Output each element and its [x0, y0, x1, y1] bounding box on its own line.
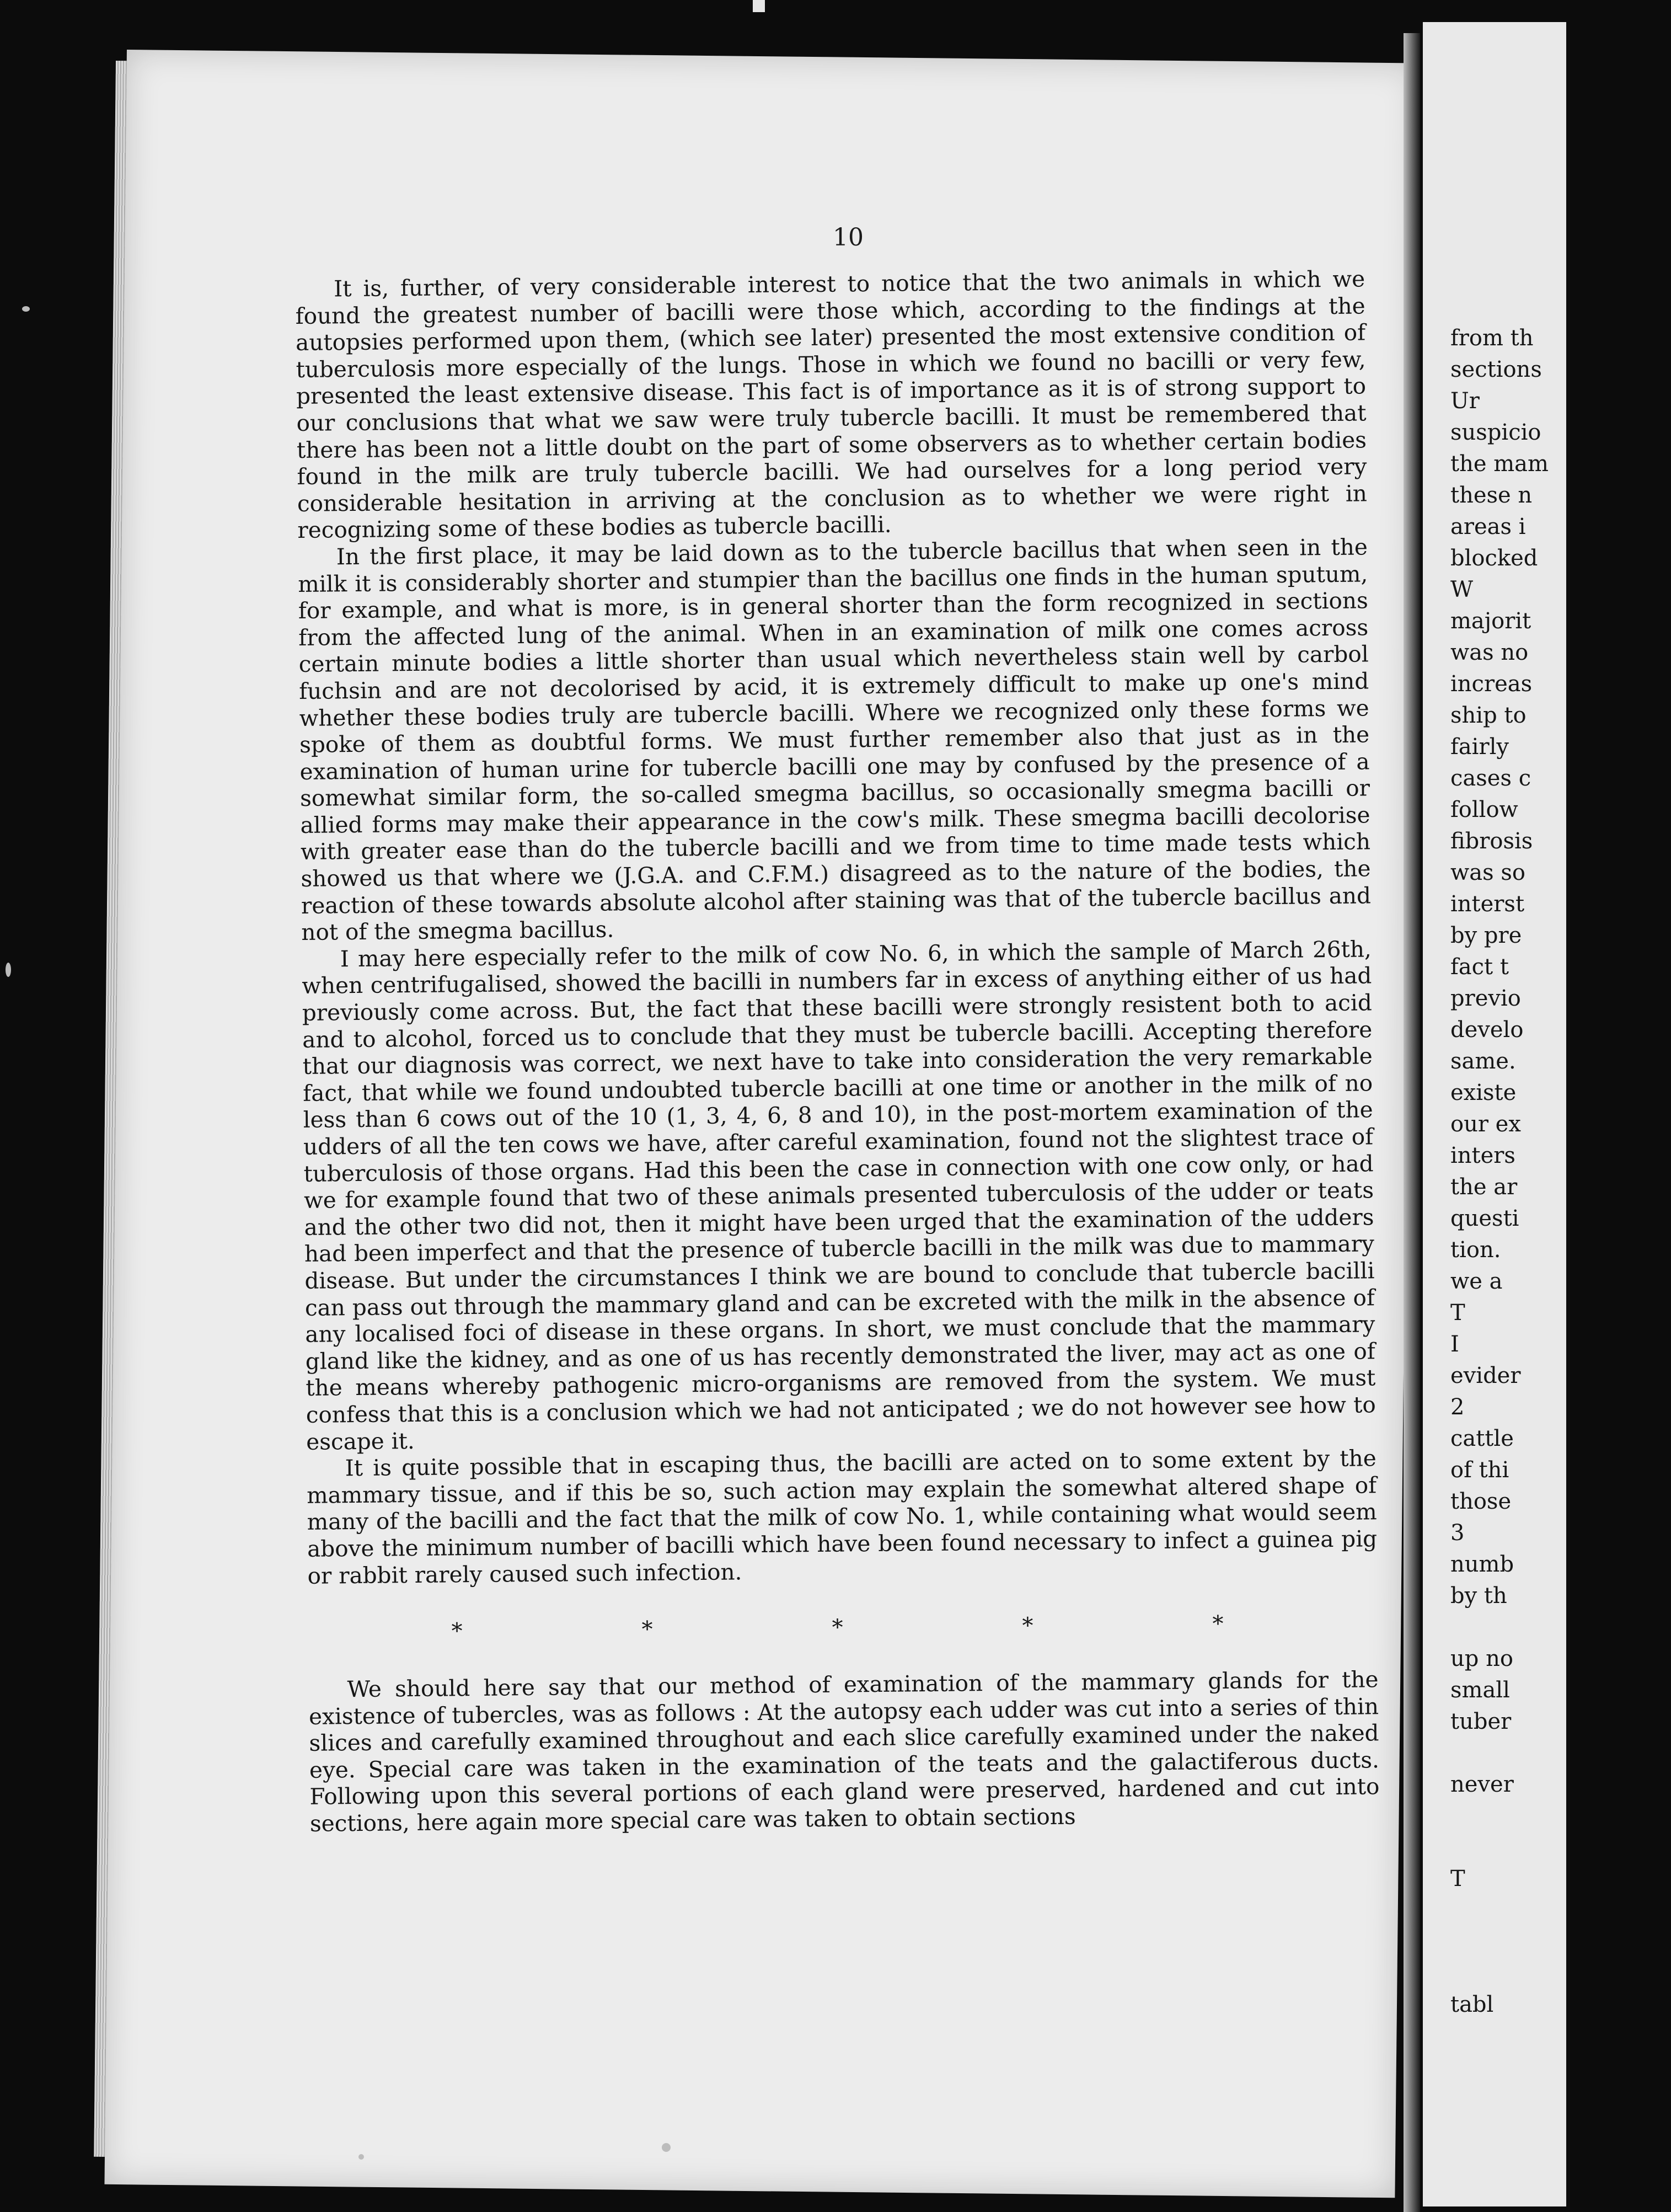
- scan-corner-mark: [753, 0, 765, 12]
- facing-page-line: W: [1450, 577, 1474, 602]
- facing-page-line: fact t: [1450, 954, 1509, 980]
- facing-page-line: [1450, 1926, 1671, 1958]
- facing-page-line: interst: [1450, 891, 1525, 917]
- facing-page-line: tuber: [1450, 1709, 1512, 1734]
- facing-page-line: of thi: [1450, 1457, 1509, 1483]
- facing-page-line: [1450, 1738, 1671, 1769]
- facing-page-line: was no: [1450, 640, 1529, 665]
- facing-page-line: these n: [1450, 483, 1533, 508]
- facing-page-line: up no: [1450, 1646, 1513, 1671]
- facing-page-line: our ex: [1450, 1112, 1521, 1137]
- facing-page-line: tion.: [1450, 1237, 1501, 1263]
- asterisk: *: [832, 1615, 843, 1641]
- facing-page-line: small: [1450, 1677, 1510, 1703]
- facing-page-line: T: [1450, 1866, 1465, 1892]
- paragraph: I may here especially refer to the milk of cow No. 6, in which the sample of March 26th, when centrifugalised, showed the bacilli in numbers far in excess of anything either of us had previously come across. But, the fact that these bacilli were strongly resistent both to acid and to alcohol, forced us to conclude that they must be tubercle bacilli. Accepting therefore that our diagnosis was correct, we next have to take into consideration the very remarkable fact, that while we found undoubted tubercle bacilli at one time or another in the milk of no less than 6 cows out of the 10 (1, 3, 4, 6, 8 and 10), in the post-mortem examination of the udders of all the ten cows we have, after careful examination, found not the slightest trace of tuberculosis of those organs. Had this been the case in connection with one cow only, or had we for example found that two of these animals presented tuberculosis of the udder or teats and the other two did not, then it might have been urged that the examination of the udders had been imperfect and that the presence of tubercle bacilli in the milk was due to mammary disease. But under the circumstances I think we are bound to conclude that tubercle bacilli can pass out through the mammary gland and can be excreted with the milk in the absence of any localised foci of disease in these organs. In short, we must conclude that the mammary gland like the kidney, and as one of us has recently demonstrated the liver, may act as one of the means whereby pathogenic micro-organisms are removed from the system. We must confess that this is a conclusion which we had not anticipated ; we do not however see how to escape it.: [302, 936, 1376, 1455]
- facing-page-line: same.: [1450, 1049, 1516, 1074]
- facing-page-line: majorit: [1450, 608, 1531, 634]
- facing-page-line: inters: [1450, 1143, 1515, 1168]
- facing-page-line: existe: [1450, 1080, 1517, 1105]
- dust-speck: [22, 306, 30, 312]
- asterisk: *: [451, 1618, 463, 1644]
- facing-page-line: [1450, 1895, 1671, 1926]
- facing-page-line: was so: [1450, 860, 1525, 885]
- paragraph: In the first place, it may be laid down as to the tubercle bacillus that when seen in the milk it is considerably shorter and stumpier than the bacillus one finds in the human sputum, for example, and what is more, is in general shorter than the form recognized in sections from the affected lung of the animal. When in an examination of milk one comes across certain minute bodies a little shorter than usual which nevertheless stain well by carbol fuchsin and are not decolorised by acid, it is extremely difficult to make up one's mind whether these bodies truly are tubercle bacilli. Where we recognized only these forms we spoke of them as doubtful forms. We must further remember also that just as in the examination of human urine for tubercle bacilli one may by confused by the presence of a somewhat similar form, the so-called smegma bacillus, so occasionally smegma bacilli or allied forms may make their appearance in the cow's milk. These smegma bacilli decolorise with greater ease than do the tubercle bacilli and we from time to time made tests which showed us that where we (J.G.A. and C.F.M.) disagreed as to the nature of the bodies, the reaction of these towards absolute alcohol after staining was that of the tubercle bacillus and not of the smegma bacillus.: [298, 533, 1372, 946]
- dust-speck: [662, 2143, 671, 2152]
- facing-page-line: Ur: [1450, 388, 1480, 414]
- facing-page-line: cases c: [1450, 766, 1531, 791]
- section-break-asterisks: [308, 1609, 1378, 1646]
- page-body: [295, 265, 1381, 1985]
- facing-page-line: follow: [1450, 797, 1518, 822]
- asterisk: *: [1212, 1611, 1224, 1637]
- facing-page-line: develo: [1450, 1017, 1524, 1043]
- facing-page-line: T: [1450, 1300, 1465, 1326]
- facing-page-line: suspicio: [1450, 420, 1541, 445]
- dust-speck: [6, 963, 11, 977]
- facing-page-line: fairly: [1450, 734, 1509, 760]
- facing-page-line: from th: [1450, 325, 1534, 351]
- facing-page-line: never: [1450, 1772, 1514, 1797]
- facing-page-line: 3: [1450, 1520, 1465, 1546]
- facing-page-line: the mam: [1450, 451, 1549, 477]
- facing-page-line: the ar: [1450, 1174, 1518, 1200]
- asterisk: *: [1022, 1613, 1033, 1639]
- facing-page-line: tabl: [1450, 1992, 1494, 2017]
- facing-page-line: 2: [1450, 1394, 1465, 1420]
- facing-page-line: [1450, 1832, 1671, 1863]
- book-gutter: [1404, 33, 1420, 2212]
- facing-page-line: questi: [1450, 1206, 1519, 1231]
- facing-page-line: cattle: [1450, 1426, 1514, 1451]
- facing-page-line: evider: [1450, 1363, 1521, 1388]
- facing-page-line: by pre: [1450, 923, 1522, 948]
- paragraph: It is quite possible that in escaping thus, the bacilli are acted on to some extent by the mammary tissue, and if this be so, such action may explain the somewhat altered shape of many of the bacilli and the fact that the milk of cow No. 1, while containing what would seem above the minimum number of bacilli which have been found necessary to infect a guinea pig or rabbit rarely caused such infection.: [306, 1445, 1378, 1589]
- paragraph: It is, further, of very considerable interest to notice that the two animals in which we found the greatest number of bacilli were those which, according to the findings at the autopsies performed upon them, (which see later) presented the most extensive condition of tuberculosis more especially of the lungs. Those in which we found no bacilli or very few, presented the least extensive disease. This fact is of importance as it is of strong support to our conclusions that what we saw were truly tubercle bacilli. It must be remembered that there has been not a little doubt on the part of some observers as to whether certain bodies found in the milk are truly tubercle bacilli. We had ourselves for a long period very considerable hesitation in arriving at the conclusion as to whether we were right in recognizing some of these bodies as tubercle bacilli.: [295, 265, 1368, 544]
- facing-page-line: I: [1450, 1332, 1459, 1357]
- facing-page-line: [1450, 1800, 1671, 1832]
- facing-page-line: [1450, 1958, 1671, 1989]
- facing-page-line: fibrosis: [1450, 829, 1533, 854]
- right-page-fragment: [1423, 22, 1566, 2206]
- dust-speck: [358, 2154, 364, 2160]
- facing-page-line: by th: [1450, 1583, 1507, 1609]
- facing-page-line: [1450, 1612, 1671, 1643]
- facing-page-line: sections: [1450, 357, 1542, 382]
- facing-page-line: previo: [1450, 986, 1521, 1011]
- facing-page-line: we a: [1450, 1269, 1503, 1294]
- facing-page-line: ship to: [1450, 703, 1527, 728]
- page-number: 10: [833, 223, 864, 252]
- facing-page-line: blocked: [1450, 546, 1538, 571]
- paragraph: We should here say that our method of examination of the mammary glands for the existence of tubercles, was as follows : At the autopsy each udder was cut into a series of thin slices and carefully examined throughout and each slice carefully examined under the naked eye. Special care was taken in the examination of the teats and the galactiferous ducts. Following upon this several portions of each gland were preserved, hardened and cut into sections, here again more special care was taken to obtain sections: [308, 1666, 1380, 1837]
- facing-page-line: areas i: [1450, 514, 1526, 539]
- facing-page-text: [1450, 323, 1671, 2021]
- facing-page-line: those: [1450, 1489, 1512, 1514]
- asterisk: *: [641, 1616, 653, 1643]
- facing-page-line: numb: [1450, 1552, 1514, 1577]
- facing-page-line: increas: [1450, 671, 1533, 697]
